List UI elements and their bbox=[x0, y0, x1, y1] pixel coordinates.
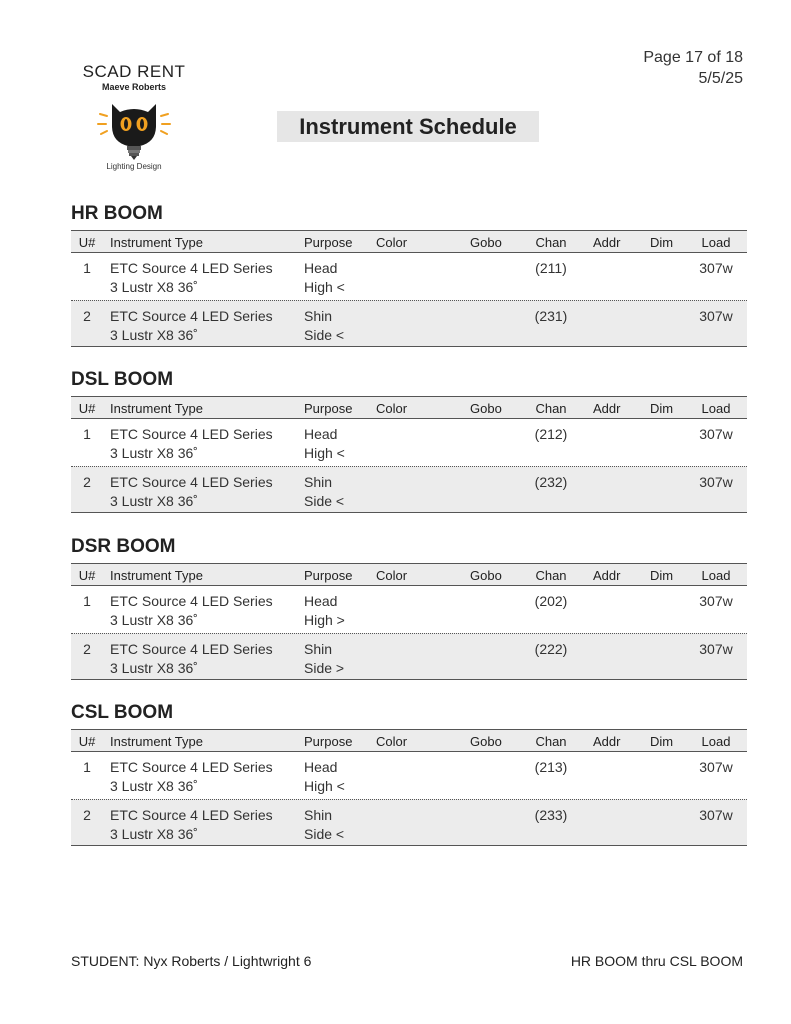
cell-unit: 2 bbox=[83, 308, 91, 324]
cell-load: 307w bbox=[699, 426, 733, 442]
cell-purpose-line2: Side < bbox=[304, 327, 345, 343]
column-header-chan: Chan bbox=[535, 235, 567, 250]
cell-purpose-line2: Side > bbox=[304, 660, 345, 676]
column-header-color: Color bbox=[376, 235, 408, 250]
cell-purpose: Head bbox=[304, 759, 338, 775]
table-header bbox=[71, 230, 747, 253]
column-header-chan: Chan bbox=[535, 401, 567, 416]
cell-load: 307w bbox=[699, 260, 733, 276]
column-header-purpose: Purpose bbox=[304, 235, 353, 250]
cell-instrument-type-line2: 3 Lustr X8 36˚ bbox=[110, 279, 198, 295]
cell-unit: 2 bbox=[83, 474, 91, 490]
cell-unit: 2 bbox=[83, 807, 91, 823]
cell-instrument-type: ETC Source 4 LED Series bbox=[110, 807, 273, 823]
table-row bbox=[71, 752, 747, 799]
column-header-instrument-type: Instrument Type bbox=[110, 568, 203, 583]
cell-instrument-type: ETC Source 4 LED Series bbox=[110, 426, 273, 442]
footer-range: HR BOOM thru CSL BOOM bbox=[570, 953, 743, 969]
cell-chan: (231) bbox=[534, 308, 568, 324]
cell-purpose-line2: High < bbox=[304, 445, 345, 461]
column-header-addr: Addr bbox=[593, 734, 621, 749]
column-header-purpose: Purpose bbox=[304, 568, 353, 583]
cell-load: 307w bbox=[699, 474, 733, 490]
column-header-instrument-type: Instrument Type bbox=[110, 734, 203, 749]
table-header bbox=[71, 729, 747, 752]
cell-chan: (211) bbox=[535, 260, 567, 276]
column-header-dim: Dim bbox=[650, 401, 674, 416]
cell-purpose-line2: High < bbox=[304, 778, 345, 794]
section-dsr-boom bbox=[71, 535, 747, 680]
cell-instrument-type-line2: 3 Lustr X8 36˚ bbox=[110, 493, 198, 509]
table-row bbox=[71, 633, 747, 680]
column-header-gobo: Gobo bbox=[470, 235, 502, 250]
column-header-load: Load bbox=[701, 401, 731, 416]
cell-instrument-type: ETC Source 4 LED Series bbox=[110, 308, 273, 324]
cell-instrument-type-line2: 3 Lustr X8 36˚ bbox=[110, 327, 198, 343]
cell-chan: (202) bbox=[534, 593, 568, 609]
instrument-table bbox=[71, 230, 747, 347]
cell-instrument-type-line2: 3 Lustr X8 36˚ bbox=[110, 778, 198, 794]
cell-load: 307w bbox=[699, 308, 733, 324]
company-logo bbox=[76, 60, 192, 178]
column-header-addr: Addr bbox=[593, 235, 621, 250]
column-header-chan: Chan bbox=[535, 734, 567, 749]
document-title: Instrument Schedule bbox=[277, 111, 539, 142]
cell-chan: (222) bbox=[534, 641, 568, 657]
cell-purpose: Head bbox=[304, 426, 338, 442]
cell-load: 307w bbox=[699, 807, 733, 823]
column-header-dim: Dim bbox=[650, 734, 674, 749]
cell-load: 307w bbox=[699, 593, 733, 609]
table-row bbox=[71, 799, 747, 846]
cell-unit: 1 bbox=[83, 593, 91, 609]
cell-purpose-line2: High < bbox=[304, 279, 345, 295]
print-date: 5/5/25 bbox=[698, 70, 743, 87]
cell-instrument-type: ETC Source 4 LED Series bbox=[110, 759, 273, 775]
column-header-instrument-type: Instrument Type bbox=[110, 235, 203, 250]
cell-instrument-type-line2: 3 Lustr X8 36˚ bbox=[110, 826, 198, 842]
instrument-table bbox=[71, 729, 747, 846]
cell-purpose: Head bbox=[304, 593, 338, 609]
cell-purpose: Shin bbox=[304, 474, 333, 490]
column-header-gobo: Gobo bbox=[470, 568, 502, 583]
section-title: HR BOOM bbox=[71, 203, 163, 224]
section-title: CSL BOOM bbox=[71, 702, 174, 723]
table-row bbox=[71, 586, 747, 633]
column-header-unit: U# bbox=[78, 235, 96, 250]
column-header-load: Load bbox=[701, 235, 731, 250]
cell-load: 307w bbox=[699, 759, 733, 775]
cell-unit: 2 bbox=[83, 641, 91, 657]
cell-unit: 1 bbox=[83, 759, 91, 775]
column-header-instrument-type: Instrument Type bbox=[110, 401, 203, 416]
logo-subtitle: Maeve Roberts bbox=[101, 82, 167, 92]
cell-instrument-type: ETC Source 4 LED Series bbox=[110, 474, 273, 490]
cell-unit: 1 bbox=[83, 260, 91, 276]
cell-purpose: Shin bbox=[304, 807, 333, 823]
column-header-unit: U# bbox=[78, 734, 96, 749]
cell-instrument-type: ETC Source 4 LED Series bbox=[110, 641, 273, 657]
table-row bbox=[71, 419, 747, 466]
table-header bbox=[71, 396, 747, 419]
section-title: DSR BOOM bbox=[71, 536, 176, 557]
cell-instrument-type: ETC Source 4 LED Series bbox=[110, 593, 273, 609]
column-header-gobo: Gobo bbox=[470, 401, 502, 416]
column-header-purpose: Purpose bbox=[304, 401, 353, 416]
cell-purpose: Head bbox=[304, 260, 338, 276]
section-hr-boom bbox=[71, 202, 747, 347]
column-header-color: Color bbox=[376, 401, 408, 416]
table-row bbox=[71, 253, 747, 300]
cell-chan: (213) bbox=[534, 759, 568, 775]
cell-purpose: Shin bbox=[304, 308, 333, 324]
footer-student: STUDENT: Nyx Roberts / Lightwright 6 bbox=[71, 953, 312, 969]
instrument-table bbox=[71, 563, 747, 680]
cell-instrument-type-line2: 3 Lustr X8 36˚ bbox=[110, 445, 198, 461]
column-header-addr: Addr bbox=[593, 401, 621, 416]
cell-purpose: Shin bbox=[304, 641, 333, 657]
cell-purpose-line2: High > bbox=[304, 612, 345, 628]
cell-purpose-line2: Side < bbox=[304, 826, 345, 842]
section-title: DSL BOOM bbox=[71, 369, 174, 390]
cell-instrument-type-line2: 3 Lustr X8 36˚ bbox=[110, 660, 198, 676]
section-dsl-boom bbox=[71, 368, 747, 513]
page-number: Page 17 of 18 bbox=[643, 49, 743, 66]
column-header-load: Load bbox=[701, 568, 731, 583]
cell-chan: (212) bbox=[534, 426, 568, 442]
table-header bbox=[71, 563, 747, 586]
table-row bbox=[71, 300, 747, 347]
cell-instrument-type-line2: 3 Lustr X8 36˚ bbox=[110, 612, 198, 628]
column-header-unit: U# bbox=[78, 568, 96, 583]
column-header-dim: Dim bbox=[650, 235, 674, 250]
column-header-dim: Dim bbox=[650, 568, 674, 583]
logo-title: SCAD RENT bbox=[82, 62, 186, 81]
column-header-load: Load bbox=[701, 734, 731, 749]
column-header-chan: Chan bbox=[535, 568, 567, 583]
column-header-unit: U# bbox=[78, 401, 96, 416]
column-header-purpose: Purpose bbox=[304, 734, 353, 749]
page-info bbox=[643, 47, 743, 89]
cell-chan: (232) bbox=[534, 474, 568, 490]
cat-bulb-icon bbox=[94, 92, 174, 162]
column-header-addr: Addr bbox=[593, 568, 621, 583]
cell-instrument-type: ETC Source 4 LED Series bbox=[110, 260, 273, 276]
logo-tagline: Lighting Design bbox=[106, 162, 162, 171]
instrument-table bbox=[71, 396, 747, 513]
cell-load: 307w bbox=[699, 641, 733, 657]
cell-purpose-line2: Side < bbox=[304, 493, 345, 509]
cell-chan: (233) bbox=[534, 807, 568, 823]
section-csl-boom bbox=[71, 701, 747, 846]
table-row bbox=[71, 466, 747, 513]
column-header-color: Color bbox=[376, 568, 408, 583]
cell-unit: 1 bbox=[83, 426, 91, 442]
column-header-color: Color bbox=[376, 734, 408, 749]
column-header-gobo: Gobo bbox=[470, 734, 502, 749]
